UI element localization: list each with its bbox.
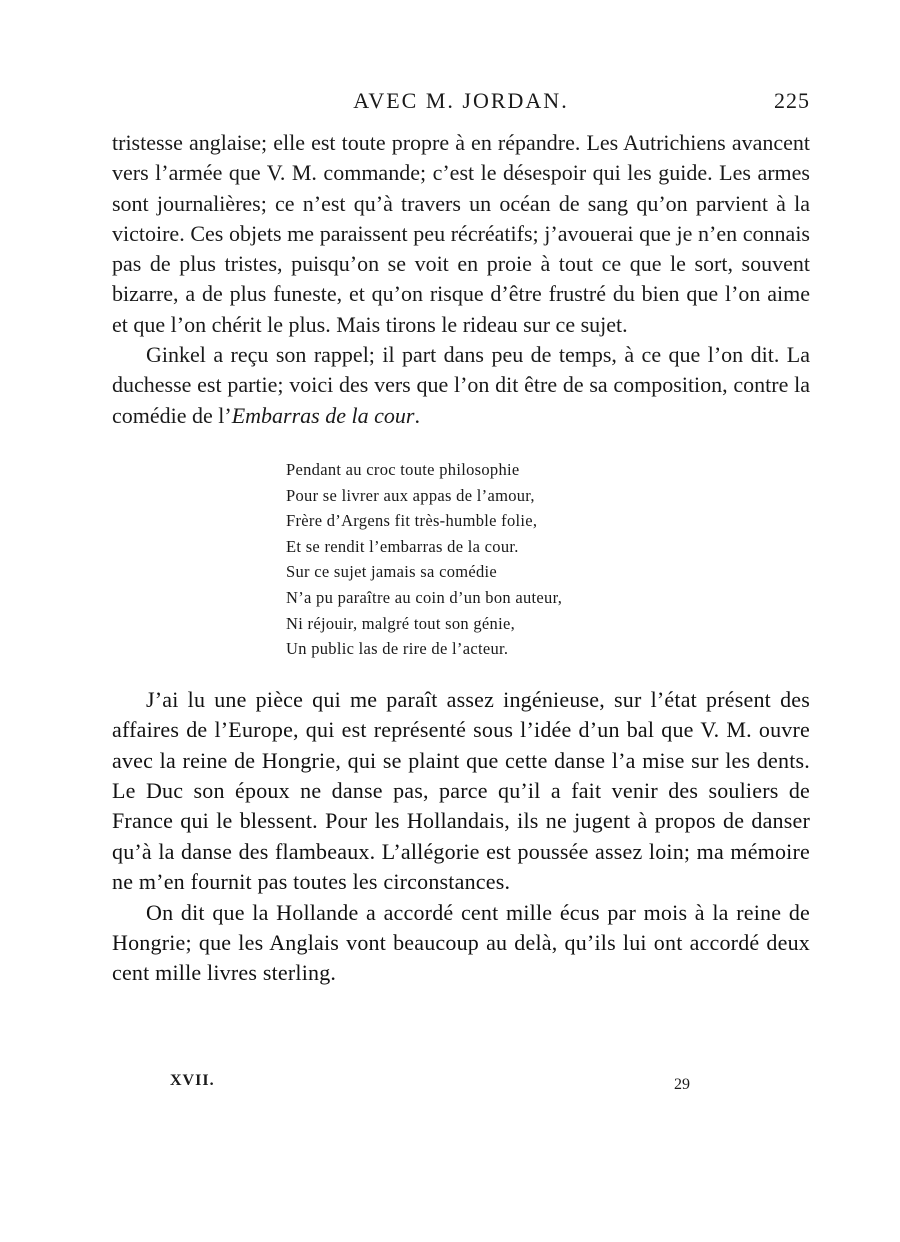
paragraph-ginkel-end: . — [414, 402, 420, 428]
verse-line: Pour se livrer aux appas de l’amour, — [286, 485, 535, 505]
verse-line: Sur ce sujet jamais sa comédie — [286, 562, 498, 582]
second-part — [112, 685, 810, 989]
verse-line: Frère d’Argens fit très-humble folie, — [286, 511, 538, 531]
running-title: AVEC M. JORDAN. — [353, 88, 569, 113]
paragraph-holland: On dit que la Hollande a accordé cent mille écus par mois à la reine de Hongrie; que les Anglais vont beaucoup au delà, qu’ils lui ont accordé deux cent mille livres sterling. — [112, 899, 810, 986]
verse-block — [286, 457, 810, 662]
paragraph-ginkel-text: Ginkel a reçu son rappel; il part dans peu de temps, à ce que l’on dit. La duchesse est partie; voici des vers que l’on dit être de sa composition, contre la comédie de l’ — [112, 342, 810, 428]
paragraph-continued: tristesse anglaise; elle est toute propre à en répandre. Les Autrichiens avancent vers l’armée que V. M. commande; c’est le désespoir qui les guide. Les armes sont journalières; ce n’est qu’à travers un océan de sang qu’on parvient à la victoire. Ces objets me paraissent peu récréatifs; j’avouerai que je n’en connais pas de plus tristes, puisqu’on se voit en proie à tout ce que le sort, souvent bizarre, a de plus funeste, et qu’on risque d’être frustré du bien que l’on aime et que l’on chérit le plus. Mais tirons le rideau sur ce sujet. — [112, 130, 810, 337]
sheet-number: 29 — [674, 1076, 690, 1093]
running-head — [112, 88, 810, 118]
verse-line: Et se rendit l’embarras de la cour. — [286, 536, 519, 556]
body-text — [112, 128, 810, 989]
page-number: 225 — [774, 88, 810, 113]
page-footer — [170, 1072, 690, 1098]
verse-line: Un public las de rire de l’acteur. — [286, 639, 509, 659]
play-title: Embarras de la cour — [231, 402, 415, 428]
verse-line: Ni réjouir, malgré tout son génie, — [286, 613, 516, 633]
paragraph-ginkel — [112, 340, 810, 431]
verse-line: N’a pu paraître au coin d’un bon auteur, — [286, 587, 563, 607]
paragraph-allegory: J’ai lu une pièce qui me paraît assez ingénieuse, sur l’état présent des affaires de l’Europe, qui est représenté sous l’idée d’un bal que V. M. ouvre avec la reine de Hongrie, qui se plaint que cette danse l’a mise sur les dents. Le Duc son époux ne danse pas, parce qu’il a fait venir des souliers de France qui le blessent. Pour les Hollandais, ils ne jugent à propos de danser qu’à la danse des flambeaux. L’allégorie est poussée assez loin; ma mémoire ne m’en fournit pas toutes les circonstances. — [112, 686, 810, 895]
volume-signature: XVII. — [170, 1072, 215, 1089]
verse-line: Pendant au croc toute philosophie — [286, 459, 520, 479]
